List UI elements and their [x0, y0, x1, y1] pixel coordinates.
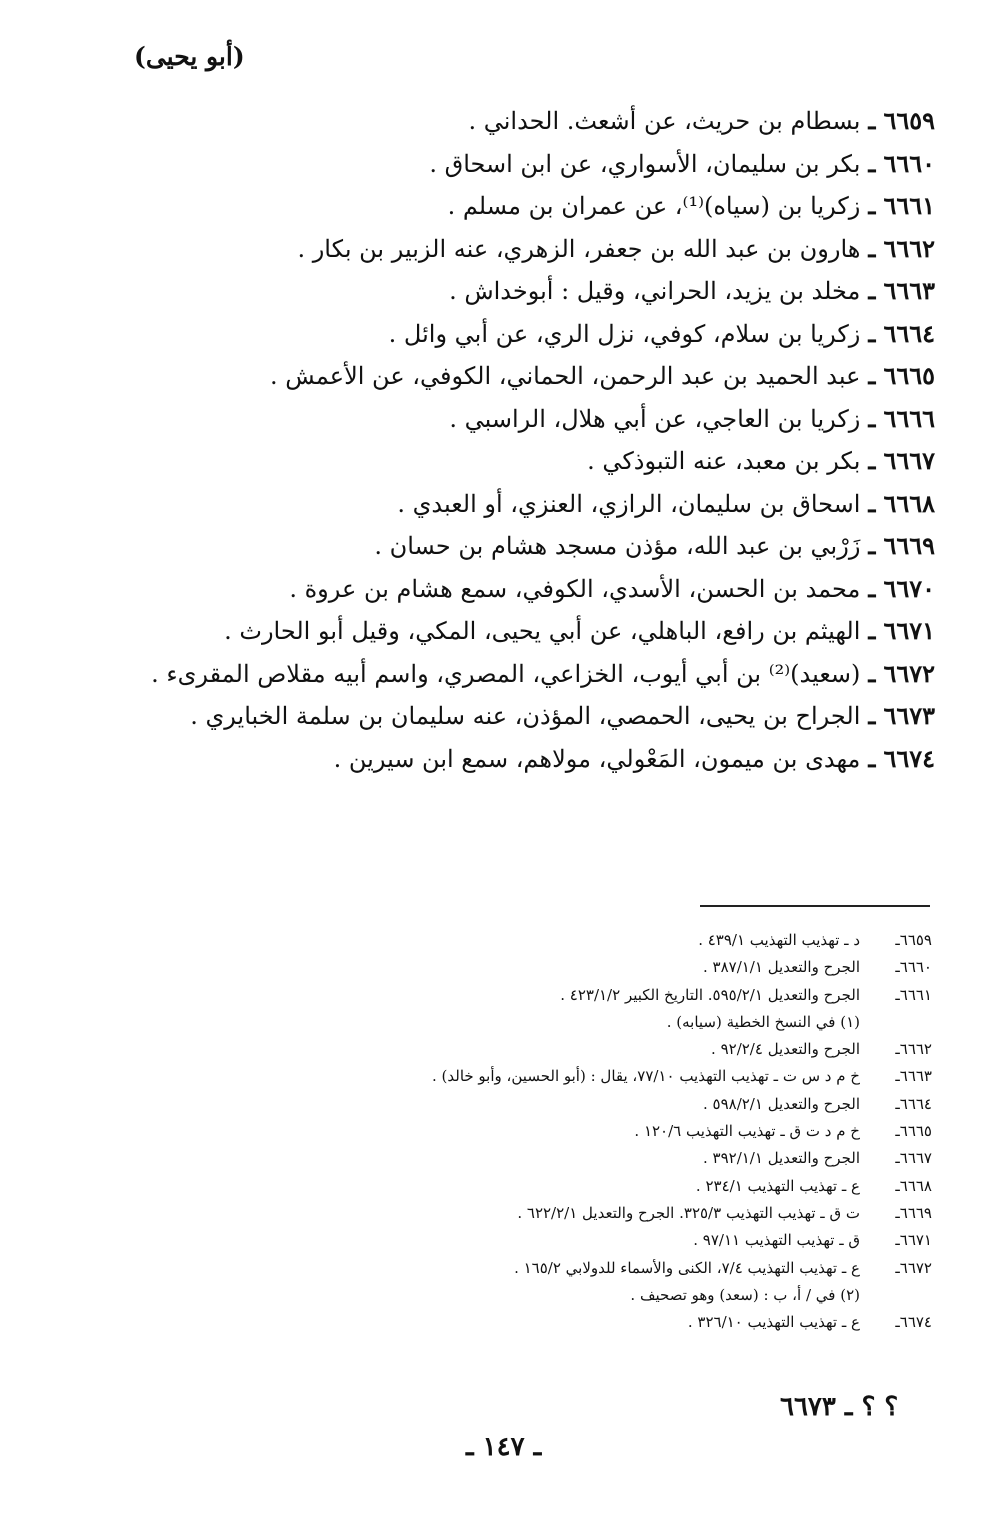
footnote-number: ٦٦٧٢ـ	[895, 1258, 932, 1277]
entry-number: ٦٦٦٥	[883, 361, 935, 390]
footnote-text: خ م د ت ق ـ تهذيب التهذيب ١٢٠/٦ .	[634, 1122, 860, 1141]
entry-text: عبد الحميد بن عبد الرحمن، الحماني، الكوفي، عن الأعمش .	[270, 362, 861, 390]
handwritten-note: ؟ ؟ ـ ٦٦٧٣	[780, 1392, 899, 1422]
entry-text: اسحاق بن سليمان، الرازي، العنزي، أو العبدي .	[397, 489, 861, 518]
entry-number: ٦٦٧٢	[883, 658, 935, 688]
footnote-number: ٦٦٦٨ـ	[895, 1176, 932, 1195]
footnote-item	[300, 1118, 932, 1145]
footnote-text: ت ق ـ تهذيب التهذيب ٣٢٥/٣. الجرح والتعديل ٦٢٢/٢/١ .	[517, 1203, 860, 1222]
entry-dash: ـ	[868, 488, 876, 518]
footnote-item	[300, 1200, 932, 1227]
footnote-item	[300, 1173, 932, 1200]
entry-dash: ـ	[868, 701, 876, 730]
entry-dash: ـ	[868, 403, 876, 433]
entry-number: ٦٦٦٢	[883, 233, 935, 263]
entry-dash: ـ	[868, 531, 876, 560]
entry-dash: ـ	[868, 318, 876, 348]
footnote-item	[300, 1255, 932, 1282]
footnote-text: الجرح والتعديل ٣٩٢/١/١ .	[702, 1149, 860, 1168]
footnote-item	[300, 927, 932, 954]
footnote-text: (١) في النسخ الخطية (سيابه) .	[666, 1012, 860, 1031]
entry-dash: ـ	[868, 276, 876, 305]
entry-number: ٦٦٥٩	[883, 106, 935, 135]
footnote-number: ٦٦٦٢ـ	[895, 1040, 932, 1059]
entry-number: ٦٦٧٣	[883, 701, 935, 730]
entry-list	[120, 100, 935, 780]
footnote-number	[860, 1009, 932, 1036]
footnote-number: ٦٦٧٤ـ	[895, 1313, 932, 1332]
entry-text: مهدى بن ميمون، المَعْولي، مولاهم، سمع ابن سيرين .	[333, 744, 861, 773]
entry-text: بسطام بن حريث، عن أشعث. الحداني .	[468, 107, 861, 135]
page-header: (أبو يحيى)	[134, 42, 245, 71]
entry-item	[120, 653, 935, 696]
footnote-list	[300, 927, 932, 1336]
entry-number: ٦٦٦٧	[883, 446, 935, 475]
footnote-item	[300, 1063, 932, 1090]
entry-item	[120, 100, 935, 143]
entry-item	[120, 738, 935, 781]
footnote-text: خ م د س ت ـ تهذيب التهذيب ٧٧/١٠، يقال : (أبو الحسين، وأبو خالد) .	[431, 1067, 860, 1086]
entry-text: الجراح بن يحيى، الحمصي، المؤذن، عنه سليمان بن سلمة الخبايري .	[190, 702, 861, 730]
entry-number: ٦٦٦٩	[883, 531, 935, 560]
entry-dash: ـ	[868, 233, 876, 263]
entry-number: ٦٦٦٣	[883, 276, 935, 305]
entry-number: ٦٦٧١	[883, 616, 935, 645]
footnote-number: ٦٦٦٣ـ	[895, 1067, 932, 1086]
entry-text: (سعيد)⁽²⁾ بن أبي أيوب، الخزاعي، المصري، واسم أبيه مقلاص المقرىء .	[151, 659, 861, 688]
entry-dash: ـ	[868, 191, 876, 220]
footnote-text: الجرح والتعديل ٩٢/٢/٤ .	[711, 1040, 860, 1059]
footnote-number: ٦٦٦٩ـ	[895, 1203, 932, 1222]
footnote-text: (٢) في / أ، ب : (سعد) وهو تصحيف .	[630, 1285, 860, 1304]
entry-dash: ـ	[868, 616, 876, 645]
entry-item	[120, 313, 935, 356]
entry-text: الهيثم بن رافع، الباهلي، عن أبي يحيى، المكي، وقيل أبو الحارث .	[224, 617, 861, 645]
footnote-number: ٦٦٦١ـ	[895, 985, 932, 1004]
footnote-item	[300, 1091, 932, 1118]
entry-dash: ـ	[868, 743, 876, 773]
entry-number: ٦٦٦٨	[883, 488, 935, 518]
entry-text: زكريا بن سلام، كوفي، نزل الري، عن أبي وائل .	[388, 319, 861, 348]
entry-number: ٦٦٦٦	[883, 403, 935, 433]
footnote-text: ع ـ تهذيب التهذيب ٢٣٤/١ .	[695, 1176, 860, 1195]
entry-dash: ـ	[868, 573, 876, 603]
footnote-text: ق ـ تهذيب التهذيب ٩٧/١١ .	[693, 1231, 860, 1250]
entry-text: زكريا بن (سياه)⁽¹⁾، عن عمران بن مسلم .	[447, 192, 861, 220]
entry-text: هارون بن عبد الله بن جعفر، الزهري، عنه الزبير بن بكار .	[297, 234, 861, 263]
footnote-item	[300, 1282, 932, 1309]
entry-dash: ـ	[868, 106, 876, 135]
entry-text: بكر بن سليمان، الأسواري، عن ابن اسحاق .	[429, 149, 861, 178]
footnote-item	[300, 954, 932, 981]
entry-dash: ـ	[868, 658, 876, 688]
entry-text: زكريا بن العاجي، عن أبي هلال، الراسبي .	[449, 404, 861, 433]
footnote-text: ع ـ تهذيب التهذيب ٧/٤، الكنى والأسماء للدولابي ١٦٥/٢ .	[514, 1258, 860, 1277]
footnote-separator	[700, 905, 930, 907]
footnote-item	[300, 1009, 932, 1036]
footnote-item	[300, 1309, 932, 1336]
entry-dash: ـ	[868, 148, 876, 178]
entry-number: ٦٦٦١	[883, 191, 935, 220]
footnote-number: ٦٦٧١ـ	[895, 1231, 932, 1250]
entry-text: محمد بن الحسن، الأسدي، الكوفي، سمع هشام بن عروة .	[289, 574, 861, 603]
footnote-item	[300, 1036, 932, 1063]
footnote-number	[860, 1282, 932, 1309]
footnote-text: الجرح والتعديل ٥٩٨/٢/١ .	[702, 1094, 860, 1113]
page-number: ـ ١٤٧ ـ	[466, 1432, 542, 1462]
entry-number: ٦٦٧٤	[883, 743, 935, 773]
entry-item	[120, 568, 935, 611]
entry-item	[120, 440, 935, 483]
entry-number: ٦٦٦٠	[883, 148, 935, 178]
footnote-number: ٦٦٦٤ـ	[895, 1094, 932, 1113]
entry-text: بكر بن معبد، عنه التبوذكي .	[587, 447, 861, 475]
footnote-text: د ـ تهذيب التهذيب ٤٣٩/١ .	[698, 931, 860, 949]
footnote-number: ٦٦٦٧ـ	[895, 1149, 932, 1168]
entry-text: مخلد بن يزيد، الحراني، وقيل : أبوخداش .	[449, 277, 861, 305]
entry-item	[120, 185, 935, 228]
footnote-number: ٦٦٥٩ـ	[895, 931, 932, 949]
entry-text: زَرْبي بن عبد الله، مؤذن مسجد هشام بن حسان .	[374, 532, 861, 560]
entry-item	[120, 398, 935, 441]
footnote-number: ٦٦٦٥ـ	[895, 1122, 932, 1141]
entry-item	[120, 483, 935, 526]
entry-item	[120, 695, 935, 738]
footnote-text: الجرح والتعديل ٣٨٧/١/١ .	[702, 958, 860, 977]
entry-item	[120, 143, 935, 186]
entry-number: ٦٦٧٠	[883, 573, 935, 603]
entry-dash: ـ	[868, 361, 876, 390]
entry-number: ٦٦٦٤	[883, 318, 935, 348]
entry-dash: ـ	[868, 446, 876, 475]
footnote-number: ٦٦٦٠ـ	[895, 958, 932, 977]
footnote-item	[300, 1145, 932, 1172]
footnote-text: الجرح والتعديل ٥٩٥/٢/١. التاريخ الكبير ٤٢٣/١/٢ .	[560, 985, 860, 1004]
entry-item	[120, 228, 935, 271]
entry-item	[120, 610, 935, 653]
entry-item	[120, 270, 935, 313]
footnote-item	[300, 982, 932, 1009]
entry-item	[120, 355, 935, 398]
entry-item	[120, 525, 935, 568]
footnote-item	[300, 1227, 932, 1254]
footnote-text: ع ـ تهذيب التهذيب ٣٢٦/١٠ .	[687, 1313, 860, 1332]
